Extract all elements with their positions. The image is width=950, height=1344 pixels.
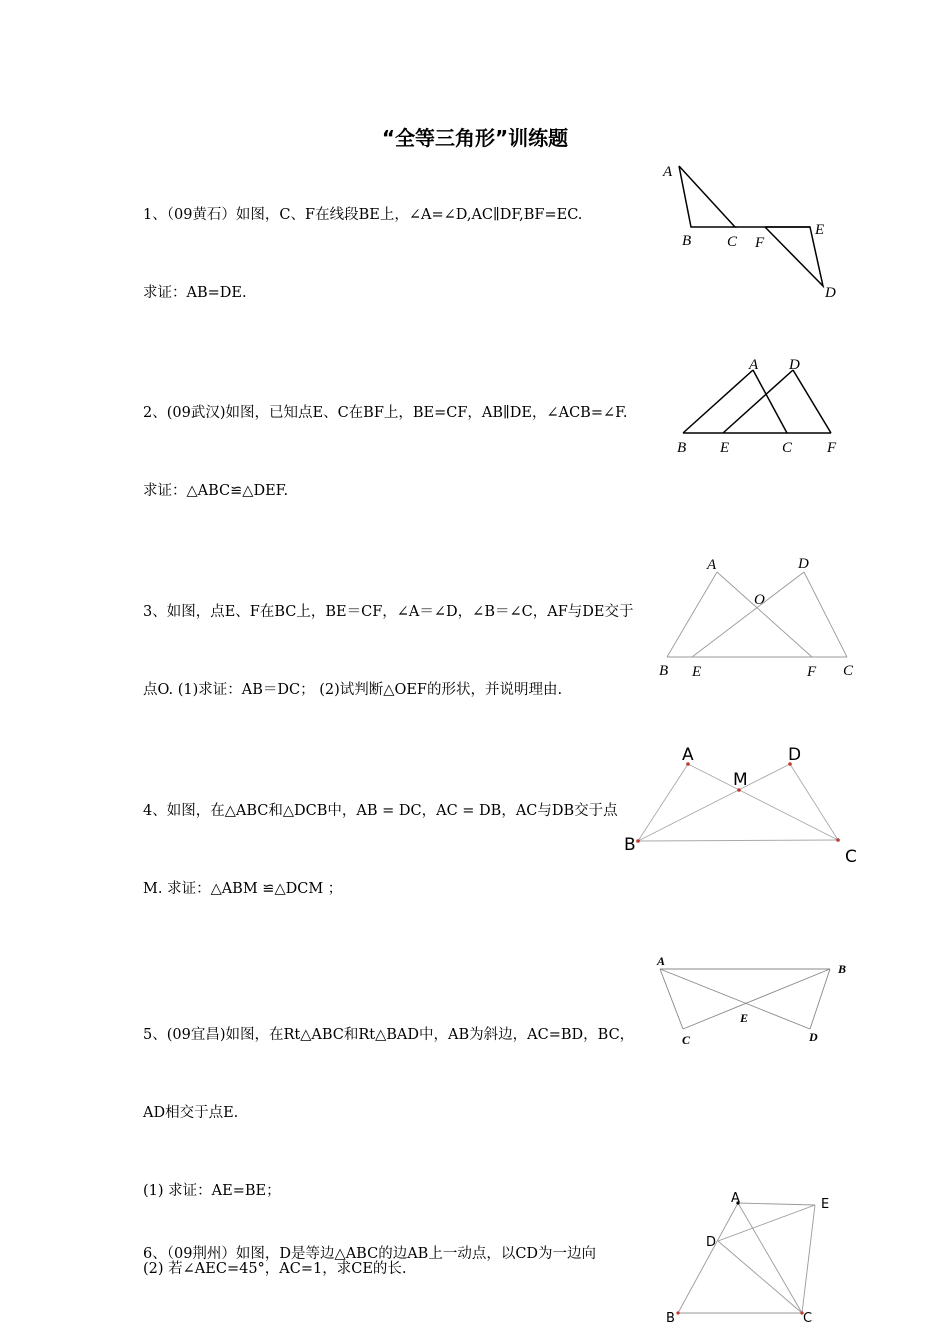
problem-4-text	[143, 746, 618, 928]
figure-4	[620, 740, 870, 870]
problem-line: 3、如图，点E、F在BC上，BE＝CF，∠A＝∠D，∠B＝∠C，AF与DE交于	[143, 604, 634, 620]
problem-line: 6、（09荆州）如图，D是等边△ABC的边AB上一动点，以CD为一边向	[143, 1246, 597, 1262]
label-e: E	[720, 440, 730, 456]
figure-6	[660, 1185, 840, 1340]
label-d: D	[825, 285, 836, 301]
problem-line: 求证：AB=DE.	[143, 285, 247, 301]
label-d: D	[706, 1235, 717, 1250]
label-c: C	[803, 1311, 813, 1326]
label-c: C	[782, 440, 793, 456]
label-f: F	[827, 440, 837, 456]
problem-line: 4、如图，在△ABC和△DCB中，AB = DC，AC = DB，AC与DB交于点	[143, 803, 618, 819]
figure-1	[655, 155, 855, 305]
problem-line: 点O. (1)求证：AB＝DC； (2)试判断△OEF的形状，并说明理由.	[143, 682, 563, 698]
label-f: F	[755, 235, 765, 251]
label-e: E	[740, 1011, 749, 1025]
label-b: B	[682, 233, 692, 249]
label-m: M	[733, 770, 748, 790]
problem-line: (1) 求证：AE=BE；	[143, 1183, 281, 1199]
label-a: A	[663, 164, 673, 180]
label-o: O	[754, 592, 765, 608]
label-b: B	[624, 835, 636, 855]
problem-line: 1、（09黄石）如图，C、F在线段BE上，∠A=∠D,AC∥DF,BF=EC.	[143, 207, 583, 223]
label-b: B	[666, 1311, 675, 1326]
problem-3-text	[143, 547, 633, 729]
label-f: F	[807, 664, 817, 680]
problem-line: 求证：△ABC≌△DEF.	[143, 483, 289, 499]
label-b: B	[659, 663, 669, 679]
figure-3	[650, 550, 870, 685]
label-d: D	[798, 556, 809, 572]
label-c: C	[682, 1033, 691, 1047]
label-a: A	[707, 557, 717, 573]
problem-2-text	[143, 348, 628, 530]
label-a: A	[682, 745, 694, 765]
problem-line: M. 求证：△ABM ≌△DCM ；	[143, 881, 343, 897]
label-d: D	[788, 745, 802, 765]
label-e: E	[692, 664, 702, 680]
label-c: C	[843, 663, 854, 679]
figure-5	[650, 950, 860, 1050]
label-a: A	[731, 1191, 740, 1206]
label-e: E	[815, 222, 825, 238]
label-a: A	[657, 954, 666, 968]
label-d: D	[809, 1030, 818, 1044]
label-d: D	[789, 357, 800, 373]
label-c: C	[845, 847, 857, 867]
label-b: B	[838, 962, 847, 976]
problem-1-text	[143, 150, 582, 332]
problem-line: 5、(09宜昌)如图，在Rt△ABC和Rt△BAD中，AB为斜边，AC=BD，BC，	[143, 1027, 635, 1043]
problem-line: AD相交于点E.	[143, 1105, 239, 1121]
page-title: “全等三角形”训练题	[381, 126, 569, 150]
label-b: B	[677, 440, 687, 456]
problem-line: 2、(09武汉)如图，已知点E、C在BF上，BE=CF，AB∥DE，∠ACB=∠F.	[143, 405, 628, 421]
figure-2	[665, 350, 855, 465]
problem-6-text	[143, 1189, 596, 1293]
problem-line: (2) 若∠AEC=45°，AC=1，求CE的长.	[143, 1261, 407, 1277]
label-a: A	[749, 357, 759, 373]
label-c: C	[727, 234, 738, 250]
label-e: E	[821, 1197, 830, 1212]
